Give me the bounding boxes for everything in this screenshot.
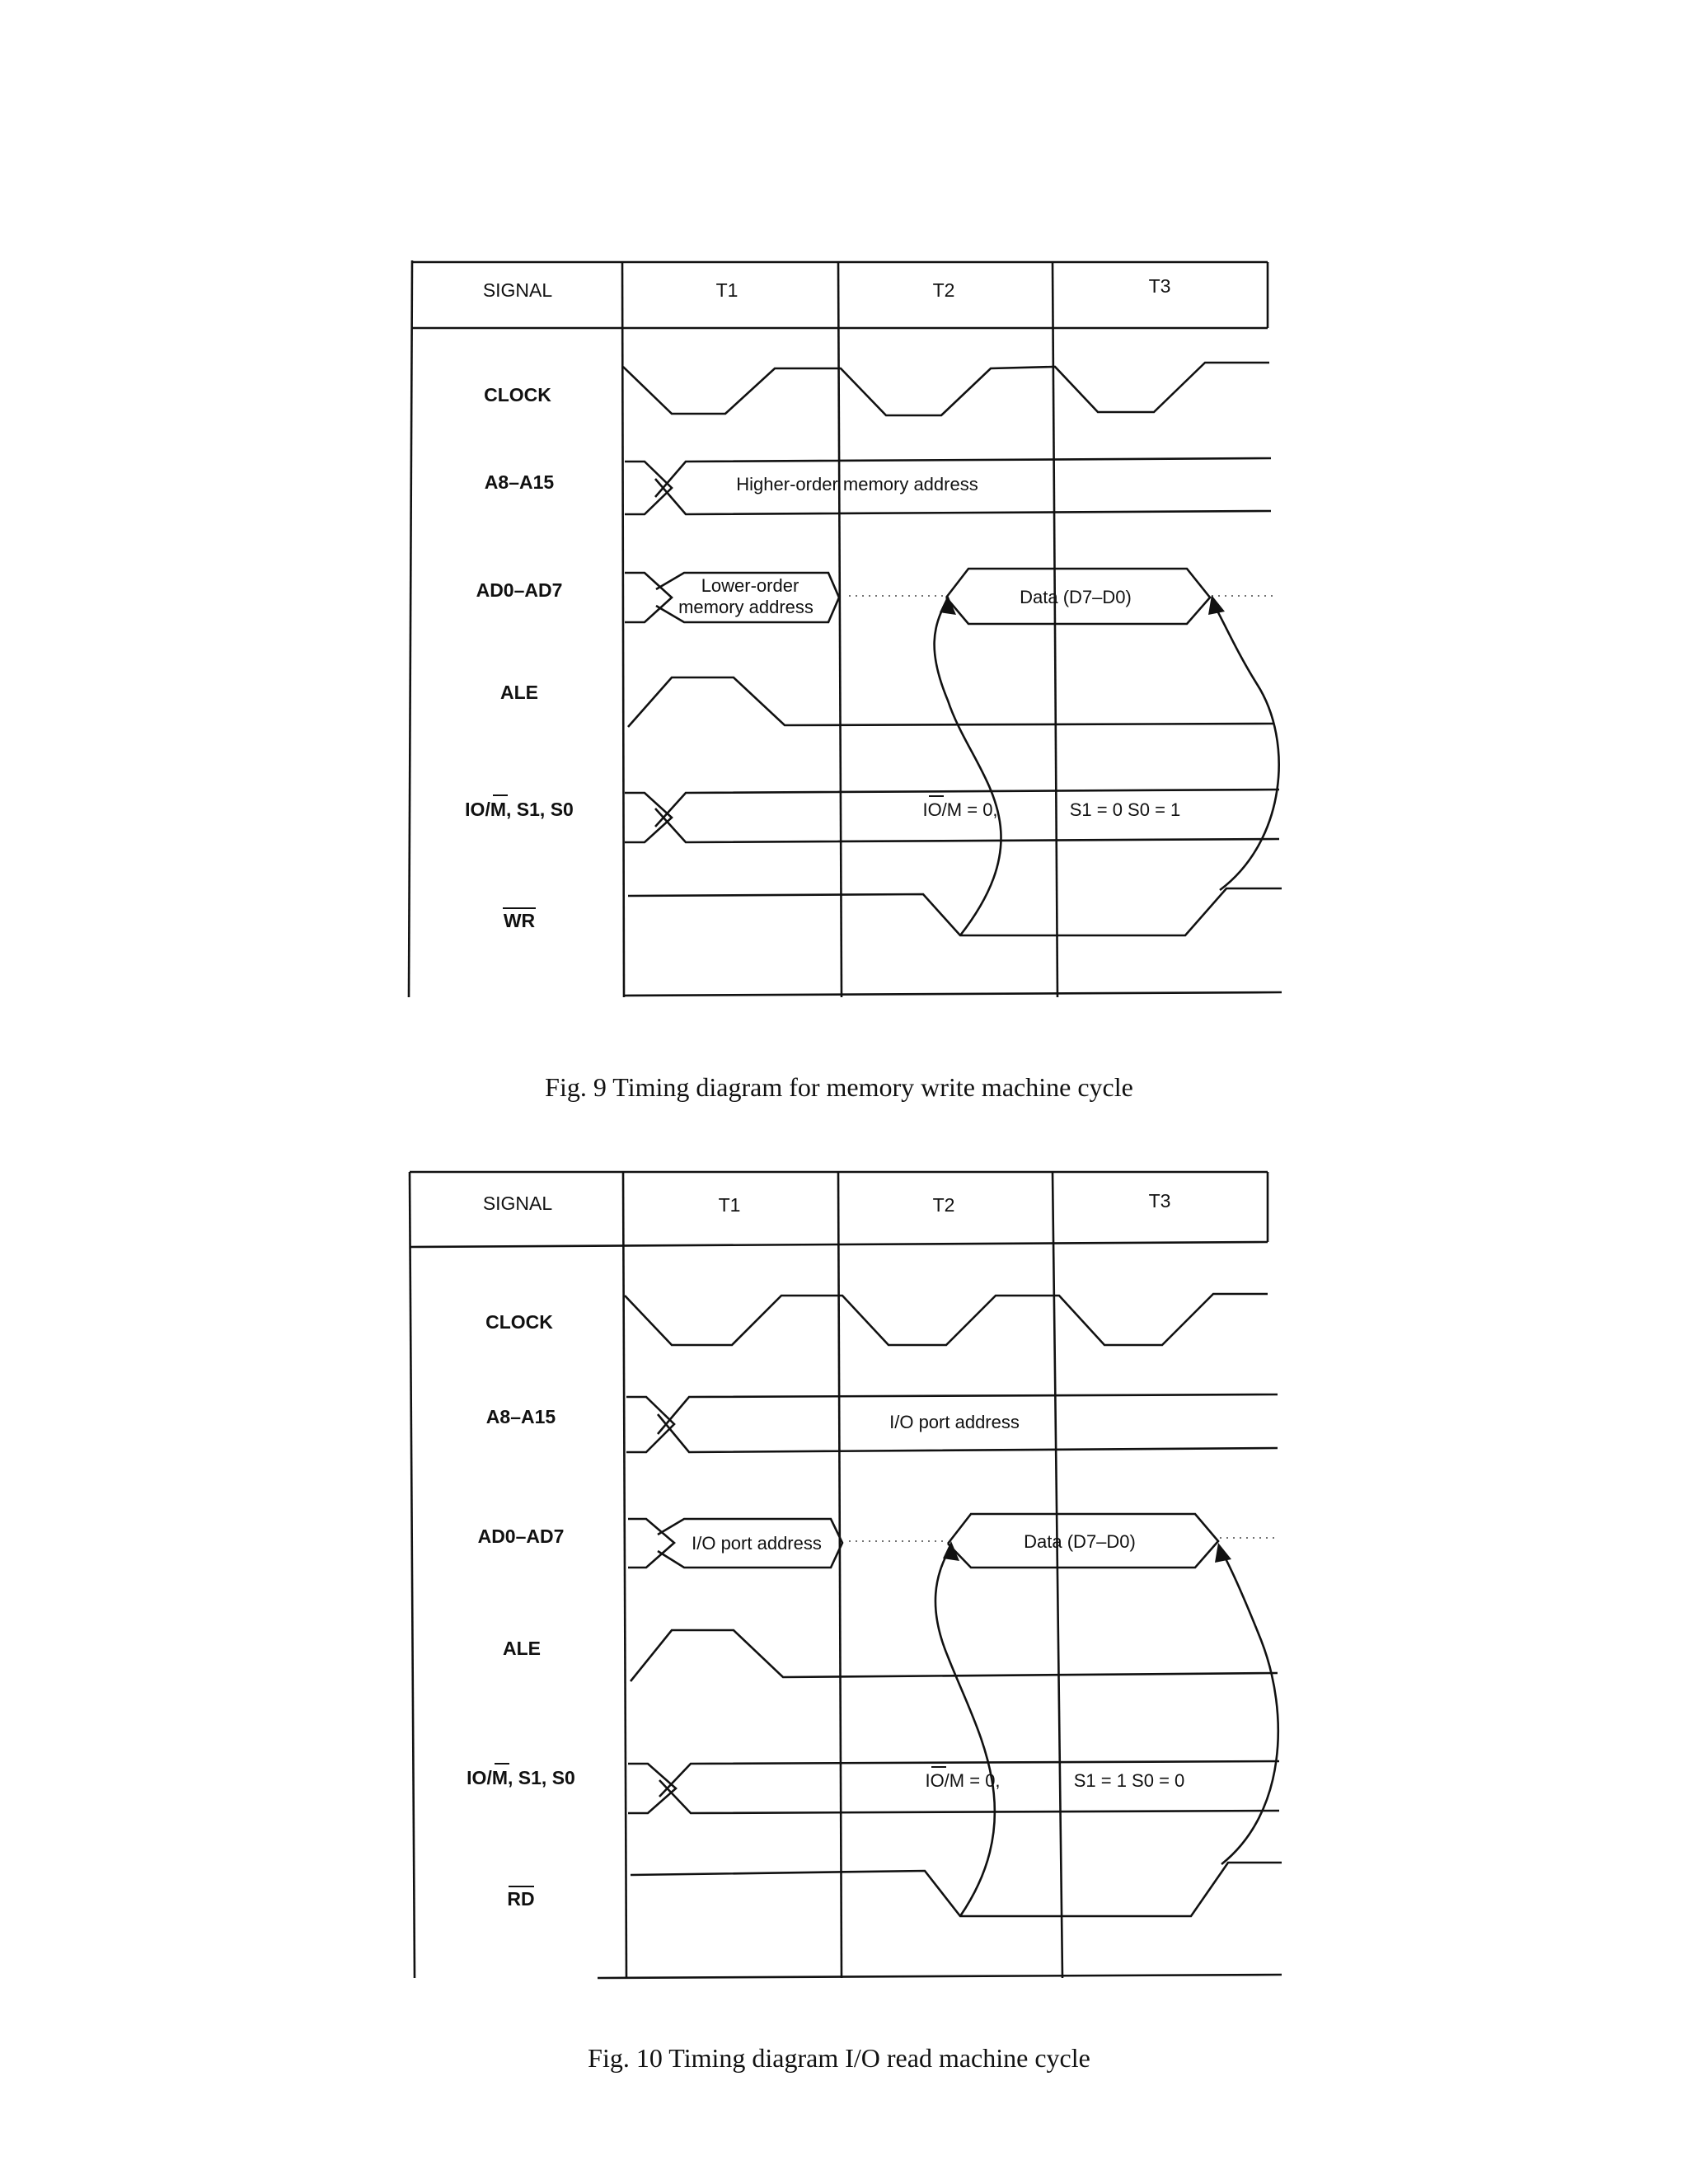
fig9-header-signal: SIGNAL	[482, 279, 553, 301]
fig10-addr-high-label: I/O port address	[889, 1412, 1020, 1432]
fig10-header-t3: T3	[1148, 1190, 1171, 1212]
fig9-signal-clock: CLOCK	[484, 384, 551, 405]
fig9-data-label: Data (D7–D0)	[1020, 587, 1132, 607]
fig10-signal-status: IO/M, S1, S0	[467, 1767, 575, 1788]
fig9-clock-waveform	[623, 363, 1269, 415]
fig9-arrow-t2	[935, 602, 1001, 935]
fig9-addr-low-label-1: Lower-order	[701, 575, 799, 596]
fig9-caption: Fig. 9 Timing diagram for memory write machine cycle	[545, 1072, 1133, 1102]
fig9-status-label-b: S1 = 0 S0 = 1	[1069, 799, 1181, 820]
fig9-addr-low-label-2: memory address	[678, 597, 814, 617]
fig10-clock-waveform	[625, 1294, 1268, 1345]
fig10-header-t2: T2	[932, 1194, 955, 1216]
fig9-control-waveform	[628, 888, 1282, 935]
fig9-header-t2: T2	[932, 279, 955, 301]
fig9-arrow-t3	[1213, 603, 1279, 890]
fig9-signal-addr-high: A8–A15	[484, 471, 555, 493]
fig10-status-label-a: IO/M = 0,	[925, 1770, 1001, 1791]
fig10-signal-control: RD	[507, 1888, 535, 1910]
fig10-data-label: Data (D7–D0)	[1024, 1531, 1136, 1552]
fig10-arrow-t2	[935, 1549, 995, 1916]
fig10-control-waveform	[631, 1863, 1282, 1916]
fig9-header-t3: T3	[1148, 275, 1171, 297]
fig10-signal-addr-low: AD0–AD7	[477, 1526, 565, 1547]
fig10-arrow-t3	[1221, 1551, 1278, 1864]
fig10-status-label-b: S1 = 1 S0 = 0	[1073, 1770, 1185, 1791]
figure-9-timing-diagram	[409, 260, 1282, 1102]
fig9-signal-ale: ALE	[500, 682, 538, 703]
fig10-signal-clock: CLOCK	[485, 1311, 553, 1333]
fig9-ale-waveform	[628, 677, 1273, 727]
fig9-signal-addr-low: AD0–AD7	[476, 579, 563, 601]
fig10-addr-low-label: I/O port address	[692, 1533, 822, 1554]
fig9-addr-high-label: Higher-order memory address	[736, 474, 978, 494]
fig9-signal-status: IO/M, S1, S0	[465, 799, 574, 820]
fig10-signal-addr-high: A8–A15	[485, 1406, 556, 1427]
fig10-signal-ale: ALE	[503, 1638, 541, 1659]
fig10-caption: Fig. 10 Timing diagram I/O read machine cycle	[588, 2043, 1090, 2073]
fig10-arrowhead-t2	[943, 1541, 959, 1561]
fig10-arrowhead-t3	[1215, 1543, 1231, 1563]
fig10-table-grid	[410, 1172, 1282, 1978]
fig9-header-t1: T1	[715, 279, 738, 301]
fig10-header-signal: SIGNAL	[482, 1193, 553, 1214]
fig9-status-label-a: IO/M = 0,	[922, 799, 998, 820]
fig9-table-grid	[409, 260, 1282, 997]
fig9-signal-control: WR	[503, 910, 536, 931]
figure-10-timing-diagram	[410, 1172, 1282, 2073]
fig10-header-t1: T1	[718, 1194, 741, 1216]
